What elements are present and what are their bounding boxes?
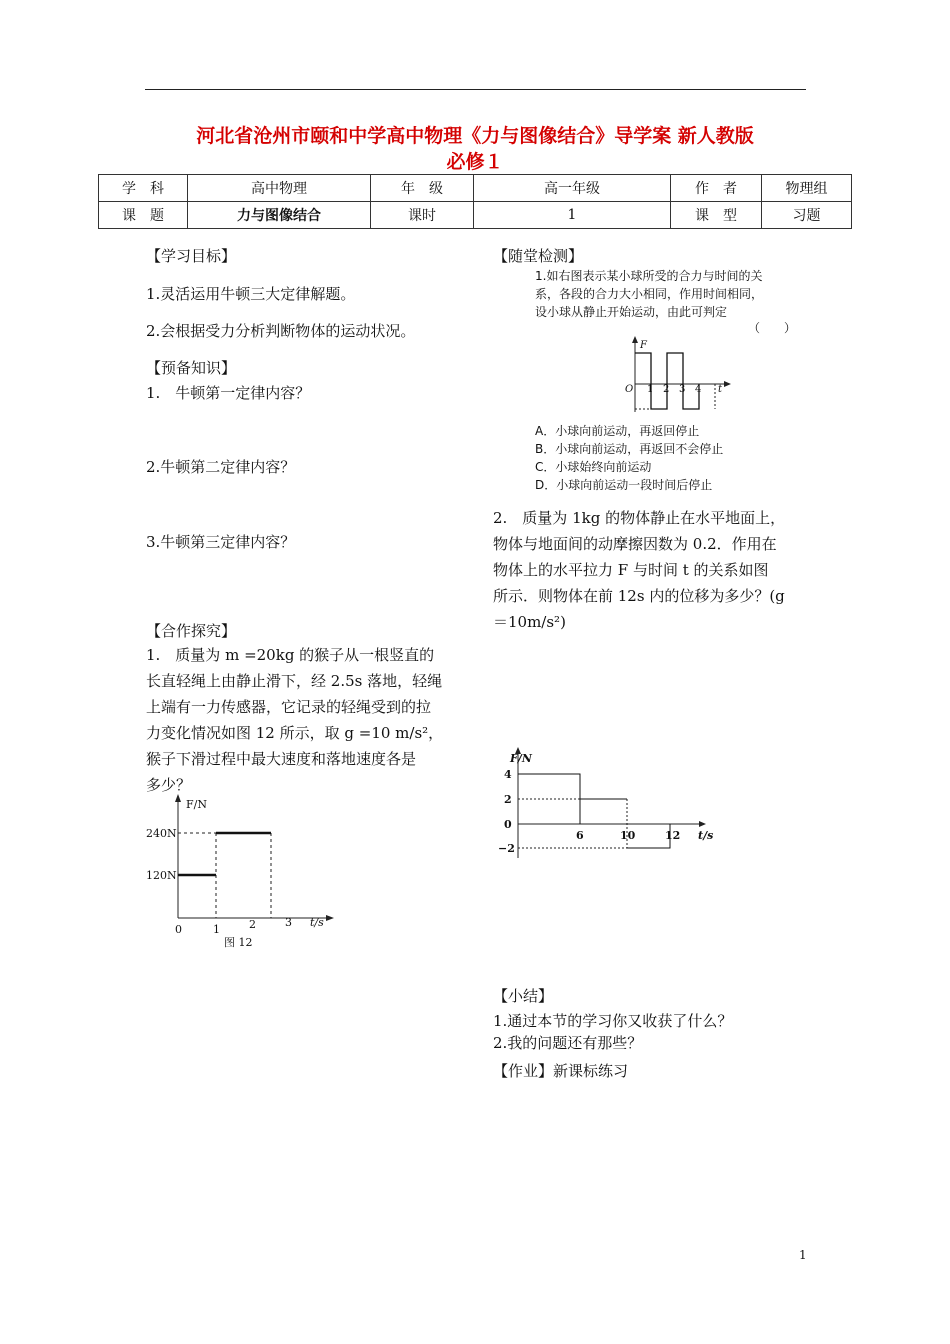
- prep-item: 2.牛顿第二定律内容？: [146, 458, 296, 476]
- goal-item: 1.灵活运用牛顿三大定律解题。: [146, 285, 356, 303]
- x-tick-label: 1: [213, 923, 220, 936]
- x-tick-label: 6: [576, 829, 584, 842]
- y-tick-label: 240N: [146, 827, 177, 840]
- force-time-chart: [490, 742, 730, 862]
- question-line: 设小球从静止开始运动，由此可判定: [535, 305, 728, 319]
- header-rule: [145, 89, 806, 90]
- figure-12-chart: [140, 790, 340, 955]
- table-cell: 课时: [371, 202, 474, 229]
- table-cell: 学 科: [99, 175, 188, 202]
- y-axis-arrow: [632, 336, 638, 343]
- table-row: [99, 175, 852, 202]
- x-axis-label: t/s: [698, 829, 714, 842]
- option-b: B．小球向前运动，再返回不会停止: [535, 442, 724, 456]
- x-tick-label: 3: [285, 916, 292, 929]
- x-tick-label: 4: [695, 384, 702, 395]
- x-axis-arrow: [724, 381, 731, 387]
- y-axis-label: F: [640, 340, 647, 351]
- question-line: 系，各段的合力大小相同，作用时间相同，: [535, 287, 764, 301]
- summary-item: 1.通过本节的学习你又收获了什么？: [493, 1012, 733, 1030]
- y-tick-label: 4: [504, 768, 512, 781]
- table-cell: 课 题: [99, 202, 188, 229]
- test-question-1: [535, 267, 795, 321]
- y-tick-label: −2: [498, 842, 515, 855]
- option-d: D．小球向前运动一段时间后停止: [535, 478, 713, 492]
- force-step: [518, 774, 627, 799]
- doc-title-line1: 河北省沧州市颐和中学高中物理《力与图像结合》导学案 新人教版: [196, 125, 754, 147]
- square-wave-chart: [615, 334, 735, 416]
- x-tick-label: 10: [620, 829, 636, 842]
- table-cell: 1: [474, 202, 671, 229]
- x-axis-arrow: [699, 821, 706, 827]
- question-line: 力变化情况如图 12 所示，取 g =10 m/s²，: [146, 724, 444, 742]
- x-tick-label: 12: [665, 829, 681, 842]
- question-line: 2. 质量为 1kg 的物体静止在水平地面上，: [493, 509, 786, 527]
- homework-line: 【作业】新课标练习: [493, 1062, 629, 1080]
- test-heading: 【随堂检测】: [493, 247, 584, 265]
- coop-question-1: [146, 642, 443, 798]
- question-line: 猴子下滑过程中最大速度和落地速度各是: [146, 750, 417, 768]
- x-tick-label: 3: [679, 384, 686, 395]
- question-line: 所示．则物体在前 12s 内的位移为多少？(g: [493, 587, 785, 605]
- y-axis-label: F/N: [510, 752, 532, 765]
- page-number: 1: [799, 1248, 807, 1262]
- x-axis-label: t/s: [310, 916, 324, 929]
- force-waveform: [635, 353, 702, 409]
- summary-heading: 【小结】: [493, 987, 554, 1005]
- question-line: 多少？: [146, 776, 192, 794]
- question-line: 1.如右图表示某小球所受的合力与时间的关: [535, 269, 763, 283]
- prep-item: 1. 牛顿第一定律内容？: [146, 384, 311, 402]
- x-tick-label: 1: [647, 384, 654, 395]
- question-line: 长直轻绳上由静止滑下，经 2.5s 落地，轻绳: [146, 672, 443, 690]
- x-tick-label: 2: [663, 384, 670, 395]
- question-line: 物体与地面间的动摩擦因数为 0.2．作用在: [493, 535, 777, 553]
- table-row: [99, 202, 852, 229]
- prep-item: 3.牛顿第三定律内容？: [146, 533, 296, 551]
- prep-heading: 【预备知识】: [146, 359, 237, 377]
- answer-options: [535, 422, 723, 494]
- y-tick-label: 0: [504, 818, 512, 831]
- table-cell: 高一年级: [474, 175, 671, 202]
- table-cell: 习题: [762, 202, 852, 229]
- x-tick-label: 0: [175, 923, 182, 936]
- question-line: 上端有一力传感器，它记录的轻绳受到的拉: [146, 698, 432, 716]
- question-line: 1. 质量为 m =20kg 的猴子从一根竖直的: [146, 646, 435, 664]
- option-a: A．小球向前运动，再返回停止: [535, 424, 700, 438]
- question-line: ＝10m/s²): [493, 613, 566, 631]
- x-tick-label: 2: [249, 918, 256, 931]
- table-cell: 高中物理: [188, 175, 371, 202]
- table-cell: 作 者: [671, 175, 762, 202]
- goal-item: 2.会根据受力分析判断物体的运动状况。: [146, 322, 416, 340]
- x-axis-arrow: [326, 915, 334, 921]
- goals-heading: 【学习目标】: [146, 247, 237, 265]
- y-tick-label: 120N: [146, 869, 177, 882]
- y-axis-arrow: [175, 794, 181, 802]
- question-line: 物体上的水平拉力 F 与时间 t 的关系如图: [493, 561, 769, 579]
- table-cell: 课 型: [671, 202, 762, 229]
- info-table: [98, 174, 852, 229]
- table-cell: 力与图像结合: [188, 202, 371, 229]
- answer-bracket: （ ）: [748, 321, 797, 335]
- table-cell: 年 级: [371, 175, 474, 202]
- test-question-2: [493, 505, 785, 635]
- y-tick-label: 2: [504, 793, 512, 806]
- option-c: C．小球始终向前运动: [535, 460, 652, 474]
- figure-caption: 图 12: [224, 936, 253, 949]
- table-cell: 物理组: [762, 175, 852, 202]
- coop-heading: 【合作探究】: [146, 622, 237, 640]
- x-axis-label: t: [718, 384, 723, 395]
- y-axis-label: F/N: [186, 798, 207, 811]
- summary-item: 2.我的问题还有那些？: [493, 1034, 643, 1052]
- x-tick-label: O: [625, 384, 634, 395]
- doc-title-line2: 必修１: [446, 151, 504, 173]
